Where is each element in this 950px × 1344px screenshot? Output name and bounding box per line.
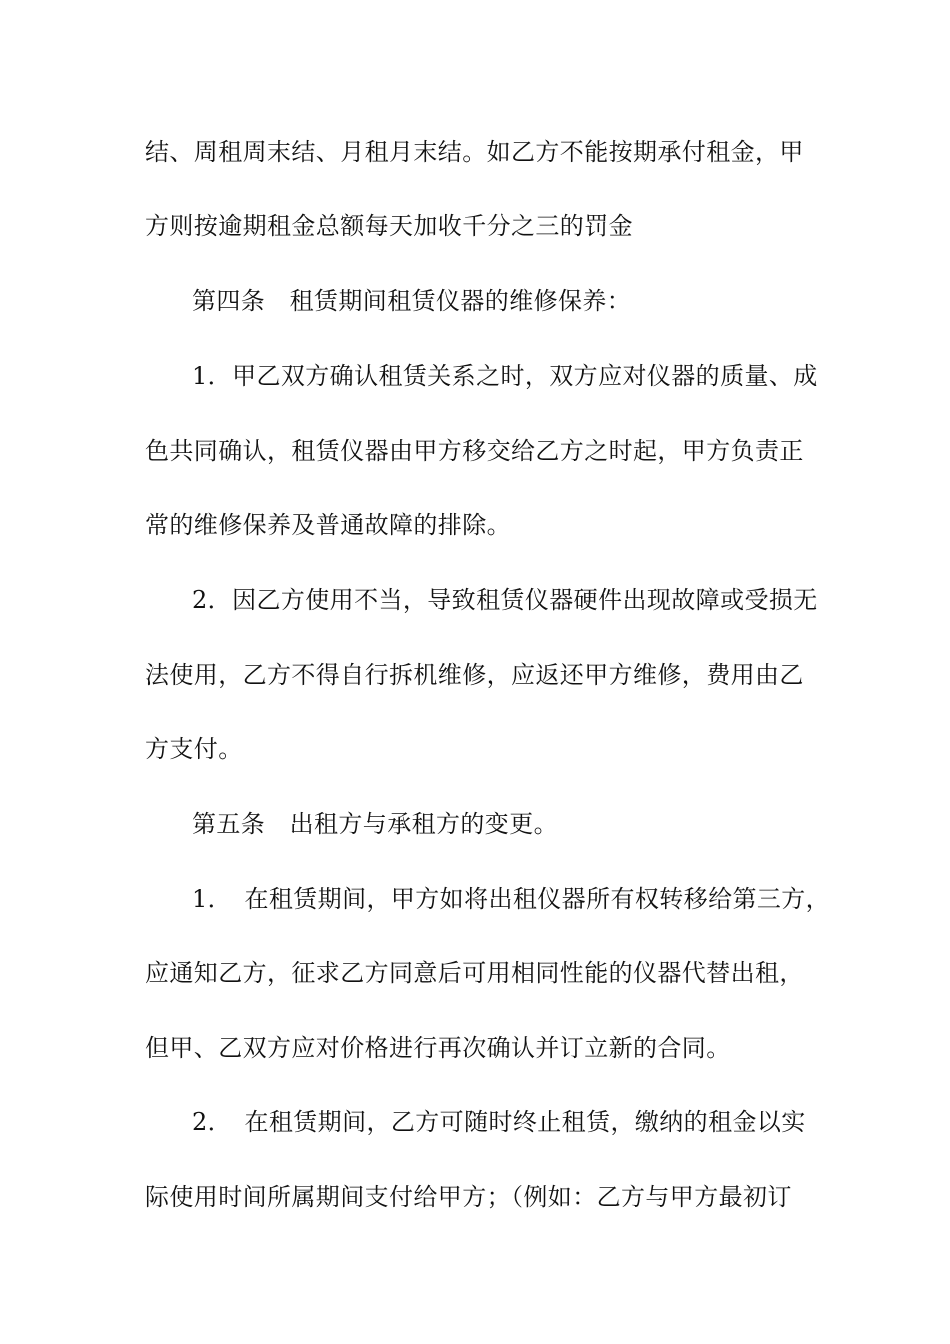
text-line: 方则按逾期租金总额每天加收千分之三的罚金 [145,212,633,240]
article-heading: 第五条 出租方与承租方的变更。 [192,810,558,838]
text-line: 结、周租周末结、月租月末结。如乙方不能按期承付租金，甲 [145,138,804,166]
article-heading: 第四条 租赁期间租赁仪器的维修保养： [192,287,632,315]
text-line: 2． 在租赁期间，乙方可随时终止租赁，缴纳的租金以实 [192,1108,806,1136]
text-line: 1．甲乙双方确认租赁关系之时，双方应对仪器的质量、成 [192,362,818,390]
text-line: 法使用，乙方不得自行拆机维修，应返还甲方维修，费用由乙 [145,661,804,689]
text-line: 应通知乙方，征求乙方同意后可用相同性能的仪器代替出租， [145,959,804,987]
text-line: 常的维修保养及普通故障的排除。 [145,511,511,539]
text-line: 1． 在租赁期间，甲方如将出租仪器所有权转移给第三方， [192,885,831,913]
text-line: 际使用时间所属期间支付给甲方；（例如：乙方与甲方最初订 [145,1183,792,1211]
text-line: 方支付。 [145,735,243,763]
text-line: 色共同确认，租赁仪器由甲方移交给乙方之时起，甲方负责正 [145,437,804,465]
text-line: 2．因乙方使用不当，导致租赁仪器硬件出现故障或受损无 [192,586,818,614]
text-line: 但甲、乙双方应对价格进行再次确认并订立新的合同。 [145,1034,731,1062]
